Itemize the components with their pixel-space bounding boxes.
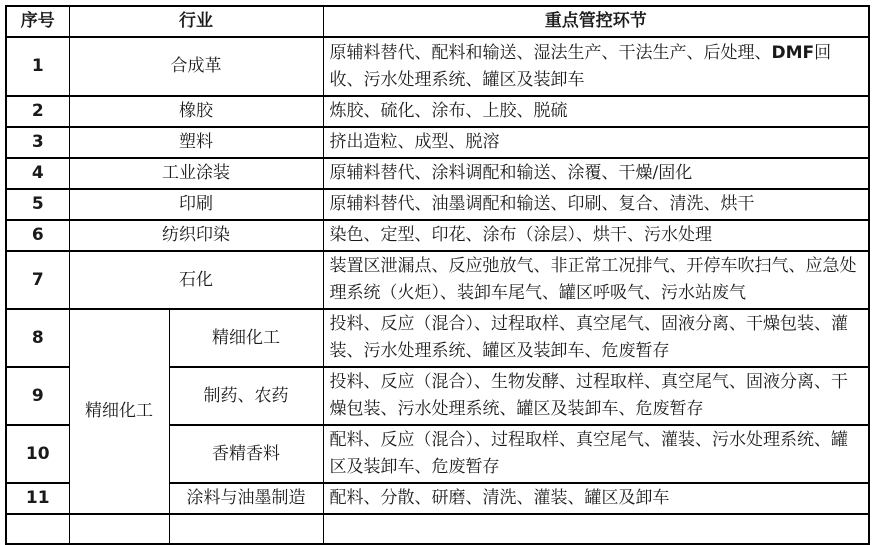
industry-controls-table: [5, 5, 870, 545]
row-no: 5: [6, 189, 69, 220]
cell-industry: 纺织印染: [69, 220, 323, 251]
cell-controls: 原辅料替代、涂料调配和输送、涂覆、干燥/固化: [323, 158, 869, 189]
table-row: [6, 127, 869, 158]
cell-controls: 配料、反应（混合）、过程取样、真空尾气、灌装、污水处理系统、罐区及装卸车、危废暂存: [323, 425, 869, 483]
cell-industry-group: 精细化工: [69, 309, 169, 514]
cell-controls: [323, 37, 869, 96]
cell-controls: 投料、反应（混合）、生物发酵、过程取样、真空尾气、固液分离、干燥包装、污水处理系统、罐区及装卸车、危废暂存: [323, 367, 869, 425]
header-no: 序号: [6, 6, 69, 37]
table-row: [6, 189, 869, 220]
cell-controls: 原辅料替代、油墨调配和输送、印刷、复合、清洗、烘干: [323, 189, 869, 220]
row-no: 11: [6, 483, 69, 514]
header-row: [6, 6, 869, 37]
table-row: [6, 220, 869, 251]
table-row: [6, 158, 869, 189]
cell-industry: 印刷: [69, 189, 323, 220]
cell-industry: 工业涂装: [69, 158, 323, 189]
table-row: [6, 96, 869, 127]
controls-text: 回收、污水处理系统、罐区及装卸车: [329, 42, 832, 90]
controls-text: 原辅料替代、配料和输送、湿法生产、干法生产、后处理、: [329, 42, 772, 63]
table-row: [6, 309, 869, 367]
row-no: 1: [6, 37, 69, 96]
cell-controls: 投料、反应（混合）、过程取样、真空尾气、固液分离、干燥包装、灌装、污水处理系统、罐区及装卸车、危废暂存: [323, 309, 869, 367]
cell-industry: 橡胶: [69, 96, 323, 127]
empty-cell: [323, 514, 869, 544]
row-no: 3: [6, 127, 69, 158]
empty-cell: [69, 514, 169, 544]
cell-industry: 塑料: [69, 127, 323, 158]
row-no: 8: [6, 309, 69, 367]
cell-controls: 装置区泄漏点、反应弛放气、非正常工况排气、开停车吹扫气、应急处理系统（火炬）、装卸车尾气、罐区呼吸气、污水站废气: [323, 251, 869, 309]
row-no: 4: [6, 158, 69, 189]
row-no: 9: [6, 367, 69, 425]
cell-industry: 石化: [69, 251, 323, 309]
cell-sub-industry: 制药、农药: [169, 367, 323, 425]
row-no: 7: [6, 251, 69, 309]
cell-sub-industry: 涂料与油墨制造: [169, 483, 323, 514]
row-no: 10: [6, 425, 69, 483]
table-row: [6, 251, 869, 309]
header-industry: 行业: [69, 6, 323, 37]
table-row: [6, 37, 869, 96]
row-no: 2: [6, 96, 69, 127]
empty-cell: [6, 514, 69, 544]
controls-latin-text: DMF: [771, 42, 815, 63]
cell-controls: 炼胶、硫化、涂布、上胶、脱硫: [323, 96, 869, 127]
cell-sub-industry: 香精香料: [169, 425, 323, 483]
row-no: 6: [6, 220, 69, 251]
cell-industry: 合成革: [69, 37, 323, 96]
cell-controls: 染色、定型、印花、涂布（涂层）、烘干、污水处理: [323, 220, 869, 251]
cell-controls: 挤出造粒、成型、脱溶: [323, 127, 869, 158]
cell-sub-industry: 精细化工: [169, 309, 323, 367]
header-controls: 重点管控环节: [323, 6, 869, 37]
table-row-partial: [6, 514, 869, 544]
empty-cell: [169, 514, 323, 544]
cell-controls: 配料、分散、研磨、清洗、灌装、罐区及卸车: [323, 483, 869, 514]
